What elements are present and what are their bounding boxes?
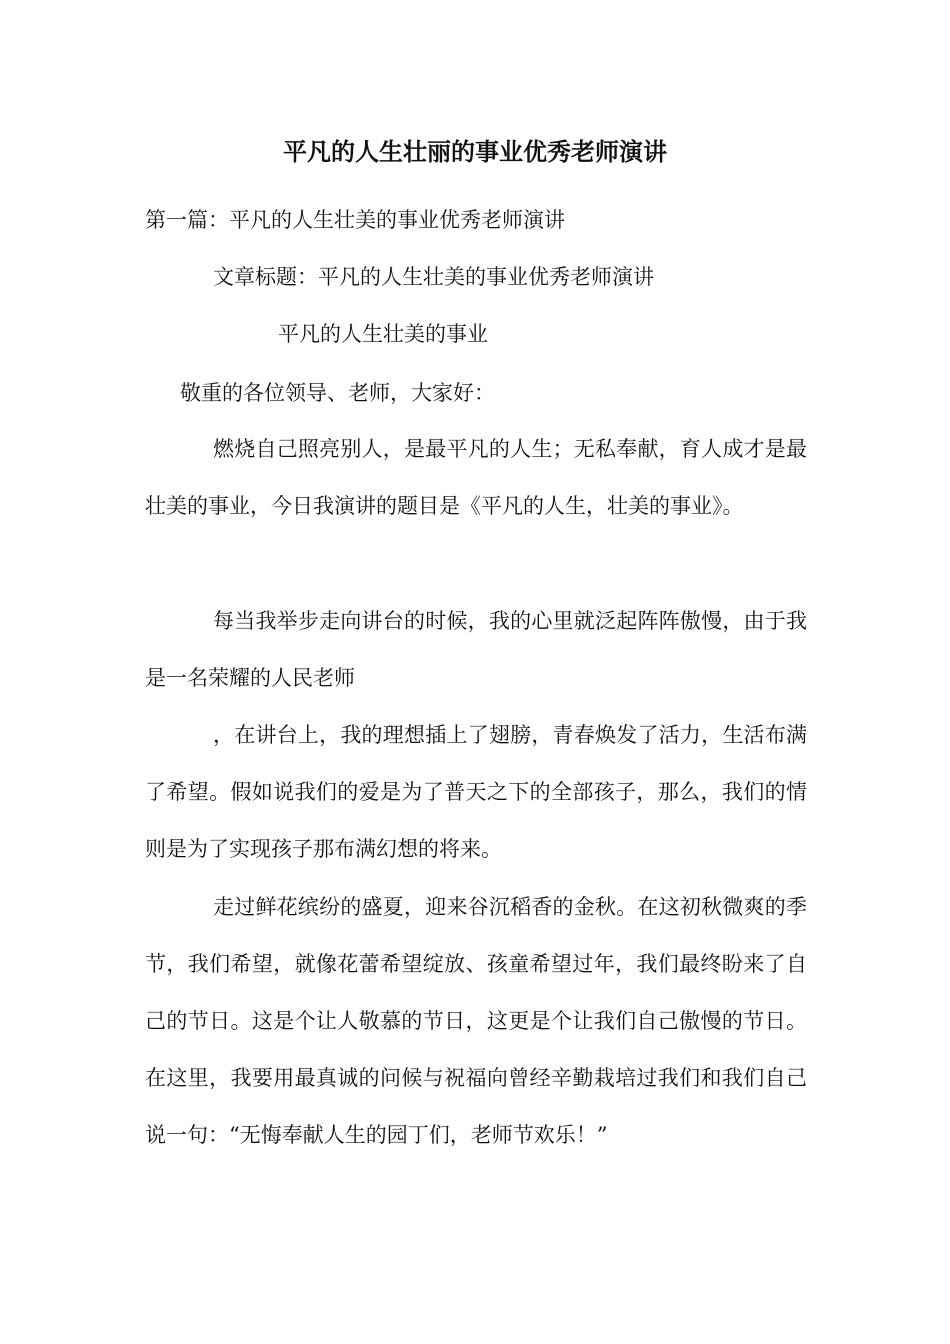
speech-title: 平凡的人生壮美的事业 bbox=[278, 322, 488, 346]
article-title-line: 文章标题：平凡的人生壮美的事业优秀老师演讲 bbox=[213, 265, 654, 289]
body-paragraph-2: 每当我举步走向讲台的时候，我的心里就泛起阵阵傲慢，由于我是一名荣耀的人民老师 bbox=[145, 609, 807, 690]
body-paragraph-1: 燃烧自己照亮别人，是最平凡的人生；无私奉献，育人成才是最壮美的事业，今日我演讲的题目是《平凡的人生，壮美的事业》。 bbox=[145, 437, 807, 518]
body-paragraph-4: 走过鲜花缤纷的盛夏，迎来谷沉稻香的金秋。在这初秋微爽的季节，我们希望，就像花蕾希望绽放、孩童希望过年，我们最终盼来了自己的节日。这是个让人敬慕的节日，这更是个让我们自己傲慢的节日。在这里，我要用最真诚的问候与祝福向曾经辛勤栽培过我们和我们自己说一句：“无悔奉献人生的园丁们，老师节欢乐！” bbox=[145, 895, 807, 1147]
greeting: 敬重的各位领导、老师，大家好： bbox=[180, 381, 495, 405]
part-heading: 第一篇：平凡的人生壮美的事业优秀老师演讲 bbox=[145, 208, 565, 232]
document-title: 平凡的人生壮丽的事业优秀老师演讲 bbox=[283, 137, 667, 166]
body-paragraph-3: ，在讲台上，我的理想插上了翅膀，青春焕发了活力，生活布满了希望。假如说我们的爱是为了普天之下的全部孩子，那么，我们的情则是为了实现孩子那布满幻想的将来。 bbox=[145, 723, 807, 861]
